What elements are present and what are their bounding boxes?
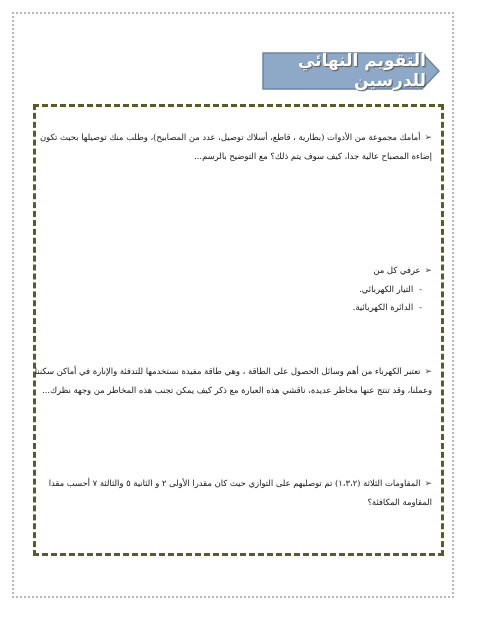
question-2-item-2: الدائرة الكهربائية.	[352, 302, 414, 312]
question-3-line-2: وعملنا، وقد تنتج عنها مخاطر عديدة، ناقشي هذه العبارة مع ذكر كيف يمكن تجنب هذه المخاطر من وجهة نظرك...	[42, 385, 432, 395]
question-3	[35, 362, 432, 399]
question-1-line-2: إضاءة المصباح عالية جدا، كيف سوف يتم ذلك؟ مع التوضيح بالرسم...	[194, 151, 432, 161]
arrow-bullet-icon: ➢	[424, 479, 432, 489]
question-4-line-1: المقاومات الثلاثة (١،٣،٢) تم توصليهم على التوازي حيث كان مقدرا الأولى ٢ و الثانية ٥ والثالثة ٧ أحسب مقدا	[48, 478, 421, 488]
question-4-line-2: المقاومة المكافئة؟	[367, 497, 432, 507]
arrow-bullet-icon: ➢	[424, 133, 432, 143]
dash-bullet-icon: -	[419, 302, 422, 312]
question-2-item-1: التيار الكهربائي.	[359, 284, 414, 294]
arrow-bullet-icon: ➢	[424, 266, 432, 276]
dash-bullet-icon: -	[419, 284, 422, 294]
question-1-line-1: أمامك مجموعة من الأدوات (بطارية ، قاطع، أسلاك توصيل، عدد من المصابيح)، وطلب منك توصيلها بحيث تكون	[39, 132, 421, 142]
question-2	[353, 261, 432, 316]
page-title: التقويم النهائي للدرسين	[297, 51, 426, 91]
arrow-bullet-icon: ➢	[424, 367, 432, 377]
question-2-line-1: عرفي كل من	[373, 265, 421, 275]
question-1	[40, 128, 432, 165]
question-4	[49, 474, 432, 511]
question-3-line-1: تعتبر الكهرباء من أهم وسائل الحصول على الطاقة ، وهي طاقة مفيدة نستخدمها للتدفئة والإنارة في أماكن سكننا	[34, 366, 421, 376]
title-banner	[262, 52, 440, 90]
